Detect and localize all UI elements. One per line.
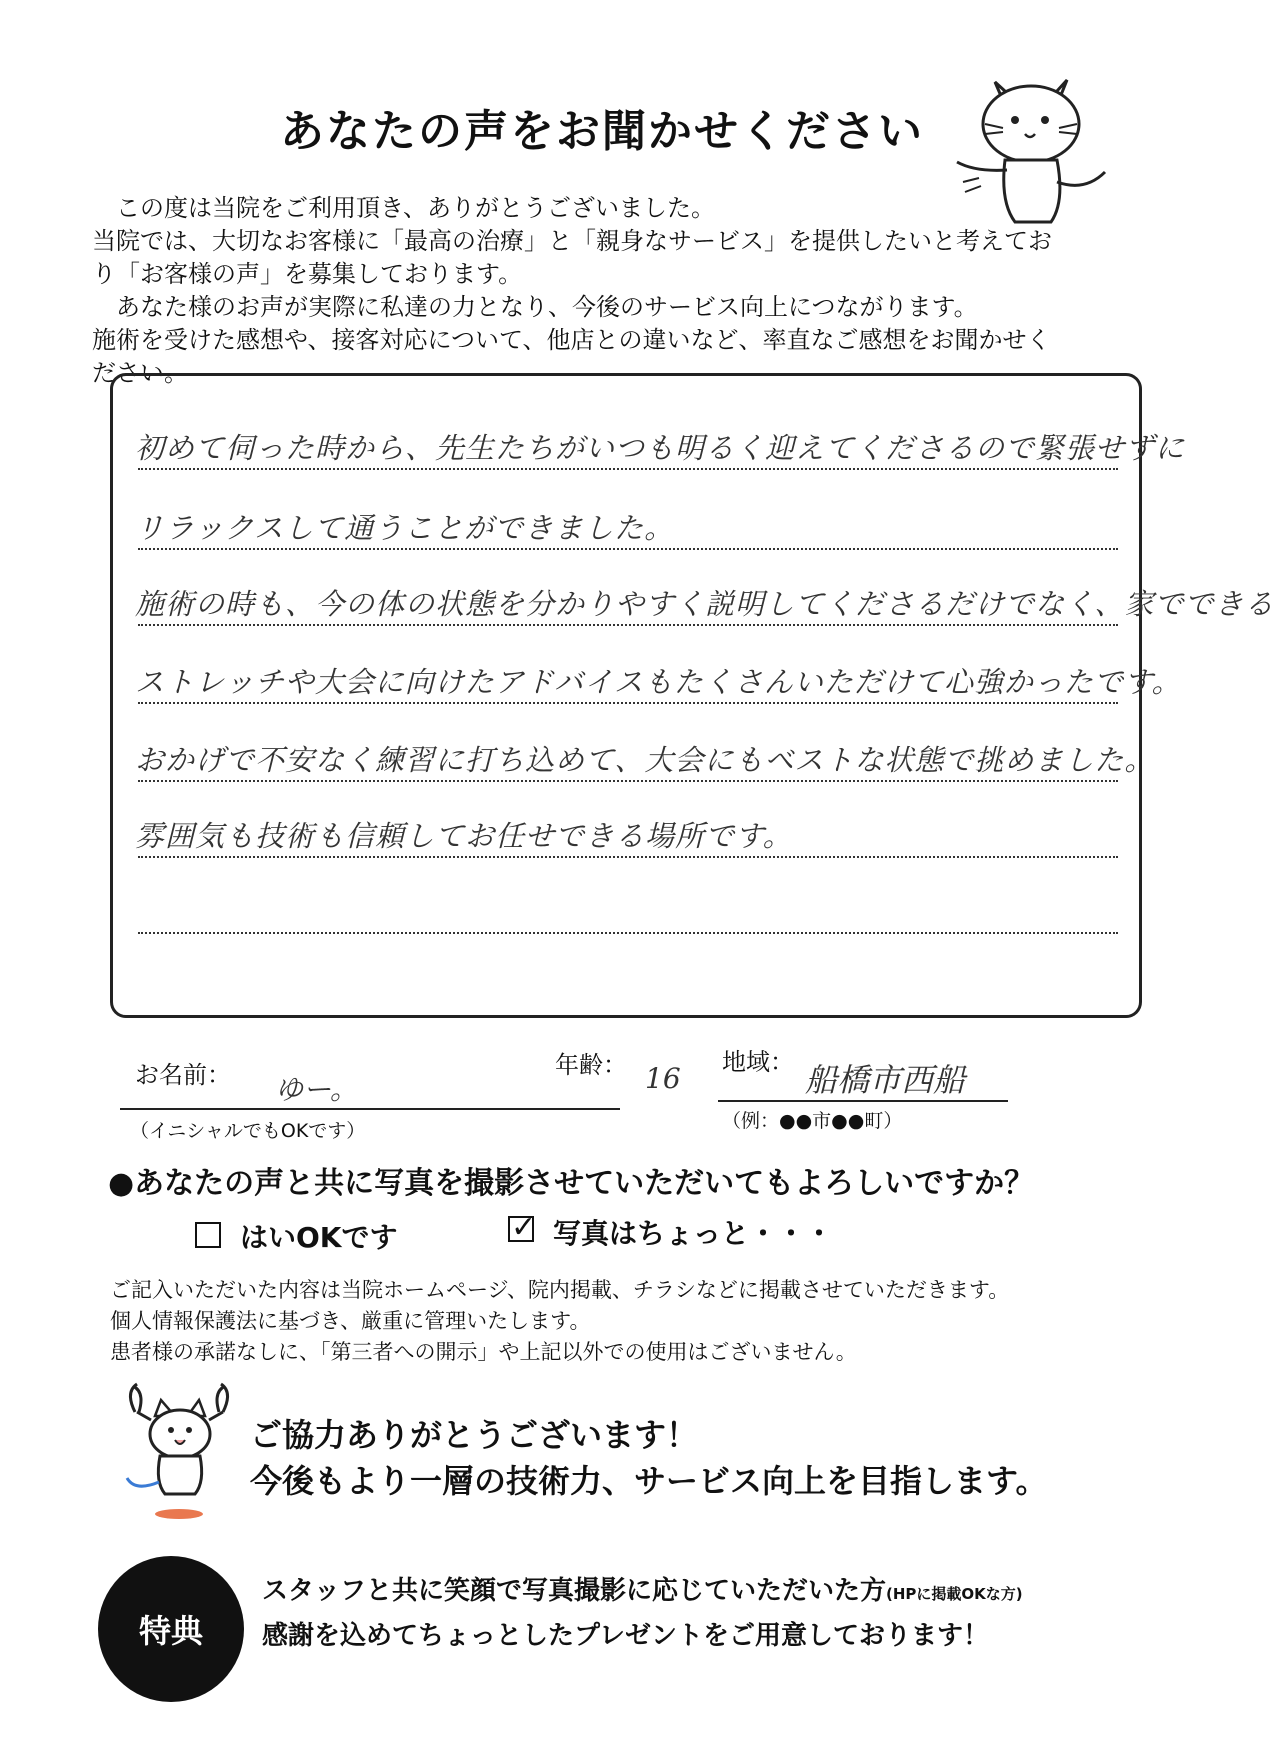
age-label: 年齢： xyxy=(555,1051,627,1079)
comment-box[interactable] xyxy=(110,373,1275,1018)
writing-line xyxy=(138,468,1118,470)
intro-line: ださい。 xyxy=(92,359,188,387)
comment-line-text: おかげで不安なく練習に打ち込めて、大会にもベストな状態で挑めました。 xyxy=(135,743,1155,777)
intro-line: この度は当院をご利用頂き、ありがとうございました。 xyxy=(116,194,716,222)
region-value[interactable]: 船橋市西船 xyxy=(805,1061,966,1099)
benefit-badge: 特典 xyxy=(98,1556,244,1702)
writing-line xyxy=(138,624,1118,626)
thanks-line: 今後もより一層の技術力、サービス向上を目指します。 xyxy=(250,1462,1048,1500)
benefit-text xyxy=(262,1570,1023,1657)
writing-line xyxy=(138,932,1118,934)
benefit-line: 感謝を込めてちょっとしたプレゼントをご用意しております！ xyxy=(262,1621,989,1651)
region-underline xyxy=(718,1100,1008,1102)
no-option-label: 写真はちょっと・・・ xyxy=(553,1217,834,1250)
comment-line-text: リラックスして通うことができました。 xyxy=(135,511,675,545)
intro-line: 当院では、大切なお客様に「最高の治療」と「親身なサービス」を提供したいと考えてお xyxy=(92,227,1052,255)
name-value[interactable]: ゆー。 xyxy=(275,1073,358,1106)
thanks-message xyxy=(250,1412,1047,1504)
privacy-notice xyxy=(110,1275,1009,1368)
writing-line xyxy=(138,702,1118,704)
benefit-line: スタッフと共に笑顔で写真撮影に応じていただいた方 xyxy=(262,1576,887,1606)
writing-line xyxy=(138,856,1118,858)
intro-text xyxy=(92,192,1152,390)
intro-line: あなた様のお声が実際に私達の力となり、今後のサービス向上につながります。 xyxy=(116,293,978,321)
region-note: （例：●●市●●町） xyxy=(722,1110,903,1132)
thanks-line: ご協力ありがとうございます！ xyxy=(250,1416,699,1454)
region-label: 地域： xyxy=(722,1048,794,1076)
name-label: お名前： xyxy=(135,1061,231,1089)
name-underline xyxy=(120,1108,620,1110)
writing-line xyxy=(138,548,1118,550)
notice-line: ご記入いただいた内容は当院ホームページ、院内掲載、チラシなどに掲載させていただきます。 xyxy=(110,1278,1010,1302)
comment-line-text: 初めて伺った時から、先生たちがいつも明るく迎えてくださるので緊張せずに xyxy=(135,431,1186,465)
age-value[interactable]: 16 xyxy=(645,1062,681,1095)
page-title: あなたの声をお聞かせください xyxy=(280,106,924,157)
check-mark-icon: ✓ xyxy=(511,1210,537,1245)
comment-line-text: 施術の時も、今の体の状態を分かりやすく説明してくださるだけでなく、家でできる xyxy=(135,587,1275,621)
notice-line: 患者様の承諾なしに、「第三者への開示」や上記以外での使用はございません。 xyxy=(110,1340,857,1364)
notice-line: 個人情報保護法に基づき、厳重に管理いたします。 xyxy=(110,1309,591,1333)
photo-question: ●あなたの声と共に写真を撮影させていただいてもよろしいですか？ xyxy=(108,1166,1035,1201)
name-note: （イニシャルでもOKです） xyxy=(130,1120,366,1142)
comment-line-text: 雰囲気も技術も信頼してお任せできる場所です。 xyxy=(135,819,793,853)
no-checkbox[interactable] xyxy=(508,1210,537,1245)
yes-option-label: はいOKです xyxy=(240,1221,398,1254)
intro-line: 施術を受けた感想や、接客対応について、他店との違いなど、率直なご感想をお聞かせく xyxy=(92,326,1051,354)
comment-line-text: ストレッチや大会に向けたアドバイスもたくさんいただけて心強かったです。 xyxy=(135,665,1182,699)
cat-jumping-illustration xyxy=(115,1382,245,1522)
yes-checkbox[interactable] xyxy=(195,1222,221,1248)
benefit-note: (HPに掲載OKな方) xyxy=(886,1585,1023,1603)
writing-line xyxy=(138,780,1118,782)
intro-line: り「お客様の声」を募集しております。 xyxy=(92,260,523,288)
